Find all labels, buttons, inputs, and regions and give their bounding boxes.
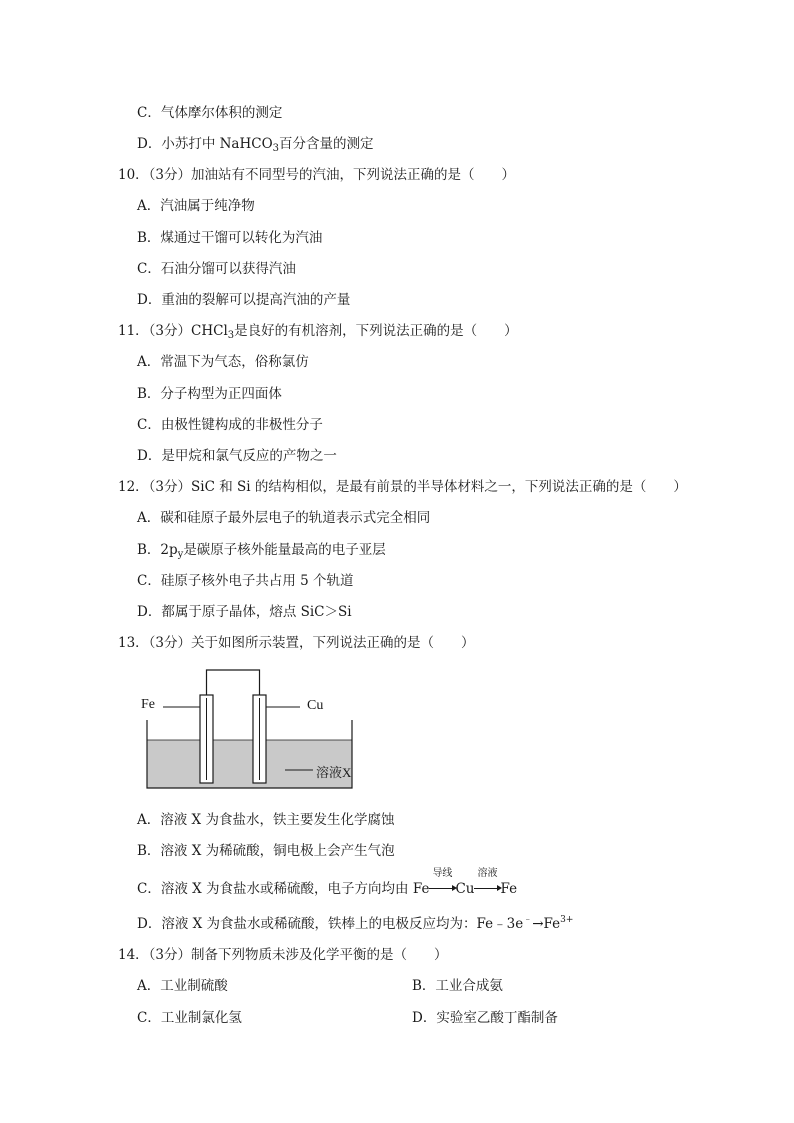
question-13: 13．（3分）关于如图所示装置，下列说法正确的是（ ） <box>118 635 475 651</box>
q10-option-b: B．煤通过干馏可以转化为汽油 <box>137 230 323 246</box>
electrochemical-cell-diagram <box>135 660 375 800</box>
question-10: 10．（3分）加油站有不同型号的汽油，下列说法正确的是（ ） <box>118 167 516 183</box>
q12-option-b: B．$2p_y$是碳原子核外能量最高的电子亚层 <box>137 542 386 560</box>
q13-option-d: D．溶液 X 为食盐水或稀硫酸，铁棒上的电极反应均为：$Fe﹣3e^﹣\to Fe^{3+}$ <box>137 915 574 932</box>
q14-option-c: C．工业制氯化氢 <box>137 1010 242 1026</box>
q10-option-c: C．石油分馏可以获得汽油 <box>137 261 296 277</box>
q14-option-b: B．工业合成氨 <box>412 978 503 994</box>
arrow-solution: 溶液 <box>474 880 500 898</box>
question-12: 12．（3分）SiC 和 Si 的结构相似，是最有前景的半导体材料之一，下列说法正确的是（ ） <box>118 479 687 495</box>
q13-option-b: B．溶液 X 为稀硫酸，铜电极上会产生气泡 <box>137 843 395 859</box>
solution-label: 溶液X <box>316 765 352 780</box>
q12-option-c: C．硅原子核外电子共占用 5 个轨道 <box>137 573 354 589</box>
q14-option-a: A．工业制硫酸 <box>137 978 228 994</box>
q12-option-d: D．都属于原子晶体，熔点 SiC＞Si <box>137 604 352 620</box>
q9-option-d: D．小苏打中 NaHCO$_3$百分含量的测定 <box>137 136 374 154</box>
question-11: 11．（3分）CHCl$_3$是良好的有机溶剂，下列说法正确的是（ ） <box>118 323 518 341</box>
q14-option-d: D．实验室乙酸丁酯制备 <box>412 1010 558 1026</box>
q13-option-c: C．溶液 X 为食盐水或稀硫酸，电子方向均由 Fe 导线 Cu 溶液 Fe <box>137 868 518 897</box>
q10-option-d: D．重油的裂解可以提高汽油的产量 <box>137 292 351 308</box>
cu-label: Cu <box>307 698 324 713</box>
arrow-wire: 导线 <box>429 880 455 898</box>
q9-option-c: C．气体摩尔体积的测定 <box>137 105 283 121</box>
fe-label: Fe <box>141 697 155 712</box>
q12-option-a: A．碳和硅原子最外层电子的轨道表示式完全相同 <box>137 510 431 526</box>
q11-option-a: A．常温下为气态，俗称氯仿 <box>137 354 309 370</box>
wire <box>207 670 260 695</box>
q11-option-d: D．是甲烷和氯气反应的产物之一 <box>137 448 337 464</box>
q11-option-b: B．分子构型为正四面体 <box>137 386 282 402</box>
q11-option-c: C．由极性键构成的非极性分子 <box>137 417 323 433</box>
q13-option-a: A．溶液 X 为食盐水，铁主要发生化学腐蚀 <box>137 812 395 828</box>
question-14: 14．（3分）制备下列物质未涉及化学平衡的是（ ） <box>118 947 448 963</box>
q10-option-a: A．汽油属于纯净物 <box>137 198 255 214</box>
